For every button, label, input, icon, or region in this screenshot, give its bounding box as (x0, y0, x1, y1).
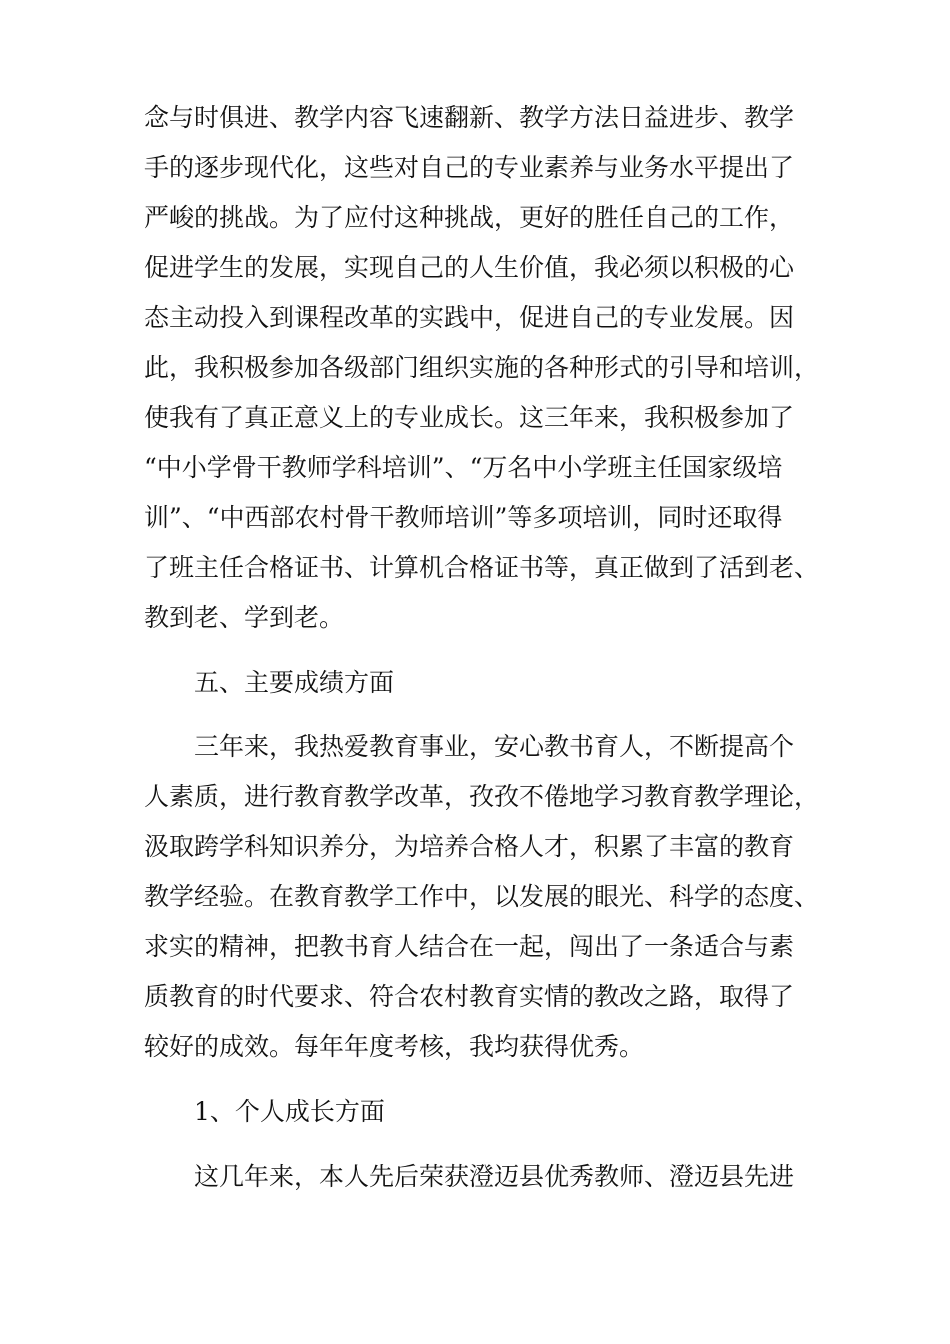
text-line: 使我有了真正意义上的专业成长。这三年来，我积极参加了 (144, 403, 795, 432)
text-line: 教到老、学到老。 (144, 603, 345, 632)
text-line: 训”、“中西部农村骨干教师培训”等多项培训，同时还取得 (144, 503, 783, 532)
text-line: “中小学骨干教师学科培训”、“万名中小学班主任国家级培 (144, 453, 783, 482)
text-line: 手的逐步现代化，这些对自己的专业素养与业务水平提出了 (144, 153, 795, 182)
text-line: 念与时俱进、教学内容飞速翻新、教学方法日益进步、教学 (144, 103, 795, 132)
text-line: 较好的成效。每年年度考核，我均获得优秀。 (144, 1032, 645, 1061)
text-line: 人素质，进行教育教学改革，孜孜不倦地学习教育教学理论， (144, 782, 820, 811)
text-line: 了班主任合格证书、计算机合格证书等，真正做到了活到老、 (144, 553, 820, 582)
text-line: 促进学生的发展，实现自己的人生价值，我必须以积极的心 (144, 253, 795, 282)
text-line: 此，我积极参加各级部门组织实施的各种形式的引导和培训， (144, 353, 820, 382)
text-line: 求实的精神，把教书育人结合在一起，闯出了一条适合与素 (144, 932, 795, 961)
text-line: 三年来，我热爱教育事业，安心教书育人，不断提高个 (194, 732, 795, 761)
subsection-heading: 1、个人成长方面 (194, 1097, 385, 1126)
text-line: 汲取跨学科知识养分，为培养合格人才，积累了丰富的教育 (144, 832, 795, 861)
text-line: 严峻的挑战。为了应付这种挑战，更好的胜任自己的工作， (144, 203, 795, 232)
text-line: 态主动投入到课程改革的实践中，促进自己的专业发展。因 (144, 303, 795, 332)
text-line: 这几年来，本人先后荣获澄迈县优秀教师、澄迈县先进 (194, 1162, 795, 1191)
section-heading: 五、主要成绩方面 (194, 668, 395, 697)
text-line: 质教育的时代要求、符合农村教育实情的教改之路，取得了 (144, 982, 795, 1011)
text-line: 教学经验。在教育教学工作中，以发展的眼光、科学的态度、 (144, 882, 820, 911)
